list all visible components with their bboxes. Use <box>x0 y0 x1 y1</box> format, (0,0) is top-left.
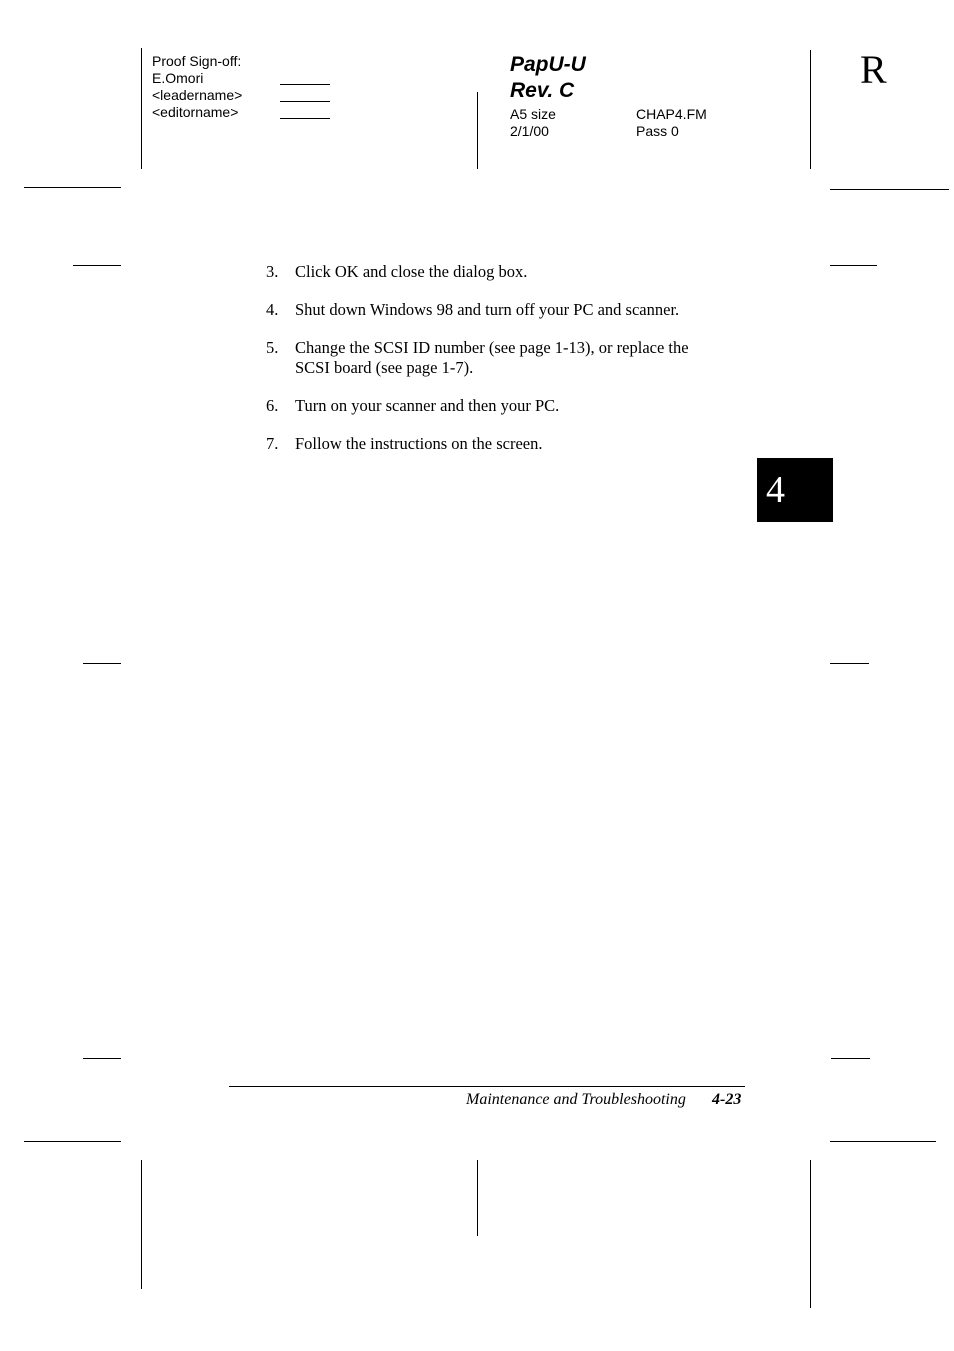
list-item <box>266 434 746 454</box>
pass: Pass 0 <box>636 123 679 139</box>
step-text <box>295 262 746 282</box>
crop-mark-horizontal <box>24 1141 121 1142</box>
signoff-name: E.Omori <box>152 70 204 86</box>
step-line: Click OK and close the dialog box. <box>295 262 528 281</box>
footer-page-number: 4-23 <box>712 1091 742 1108</box>
step-line: Turn on your scanner and then your PC. <box>295 396 560 415</box>
revision: Rev. C <box>510 79 575 102</box>
crop-mark-vertical <box>810 50 811 169</box>
page-size: A5 size <box>510 106 556 122</box>
list-item <box>266 338 746 378</box>
step-line: Follow the instructions on the screen. <box>295 434 543 453</box>
step-number: 5. <box>266 338 279 357</box>
step-number: 3. <box>266 262 279 281</box>
step-number: 6. <box>266 396 279 415</box>
footer-rule <box>229 1086 745 1087</box>
crop-mark-horizontal <box>830 189 949 190</box>
crop-mark-vertical <box>477 1160 478 1236</box>
step-list <box>266 262 746 472</box>
step-number: 7. <box>266 434 279 453</box>
step-line: Change the SCSI ID number (see page 1-13), or replace the <box>295 338 689 357</box>
list-item <box>266 262 746 282</box>
proof-signoff <box>152 53 242 121</box>
crop-mark-horizontal <box>83 1058 121 1059</box>
list-item <box>266 300 746 320</box>
step-line: SCSI board (see page 1-7). <box>295 358 474 377</box>
footer-section-title: Maintenance and Troubleshooting <box>466 1091 686 1108</box>
crop-mark-horizontal <box>73 265 121 266</box>
crop-mark-horizontal <box>830 265 877 266</box>
step-text <box>295 300 746 320</box>
crop-mark-horizontal <box>24 187 121 188</box>
crop-mark-horizontal <box>830 1141 936 1142</box>
step-line: Shut down Windows 98 and turn off your PC and scanner. <box>295 300 680 319</box>
crop-mark-horizontal <box>83 663 121 664</box>
product-name: PapU-U <box>510 53 586 76</box>
crop-mark-vertical <box>141 1160 142 1289</box>
signoff-name: <leadername> <box>152 87 243 103</box>
signoff-blank-line <box>280 84 330 85</box>
step-text <box>295 396 746 416</box>
product-header <box>510 52 586 104</box>
crop-mark-vertical <box>141 48 142 169</box>
crop-mark-horizontal <box>830 663 869 664</box>
file-name: CHAP4.FM <box>636 106 707 122</box>
corner-mark: R <box>860 47 887 92</box>
crop-mark-vertical <box>477 92 478 169</box>
list-item <box>266 396 746 416</box>
step-text <box>295 434 746 454</box>
signoff-name: <editorname> <box>152 104 239 120</box>
signoff-title: Proof Sign-off: <box>152 53 242 69</box>
step-number: 4. <box>266 300 279 319</box>
step-text <box>295 338 746 378</box>
date: 2/1/00 <box>510 123 549 139</box>
signoff-blank-line <box>280 101 330 102</box>
chapter-number: 4 <box>766 469 785 511</box>
chapter-tab <box>757 458 833 522</box>
crop-mark-horizontal <box>831 1058 870 1059</box>
crop-mark-vertical <box>810 1160 811 1308</box>
signoff-blank-line <box>280 118 330 119</box>
